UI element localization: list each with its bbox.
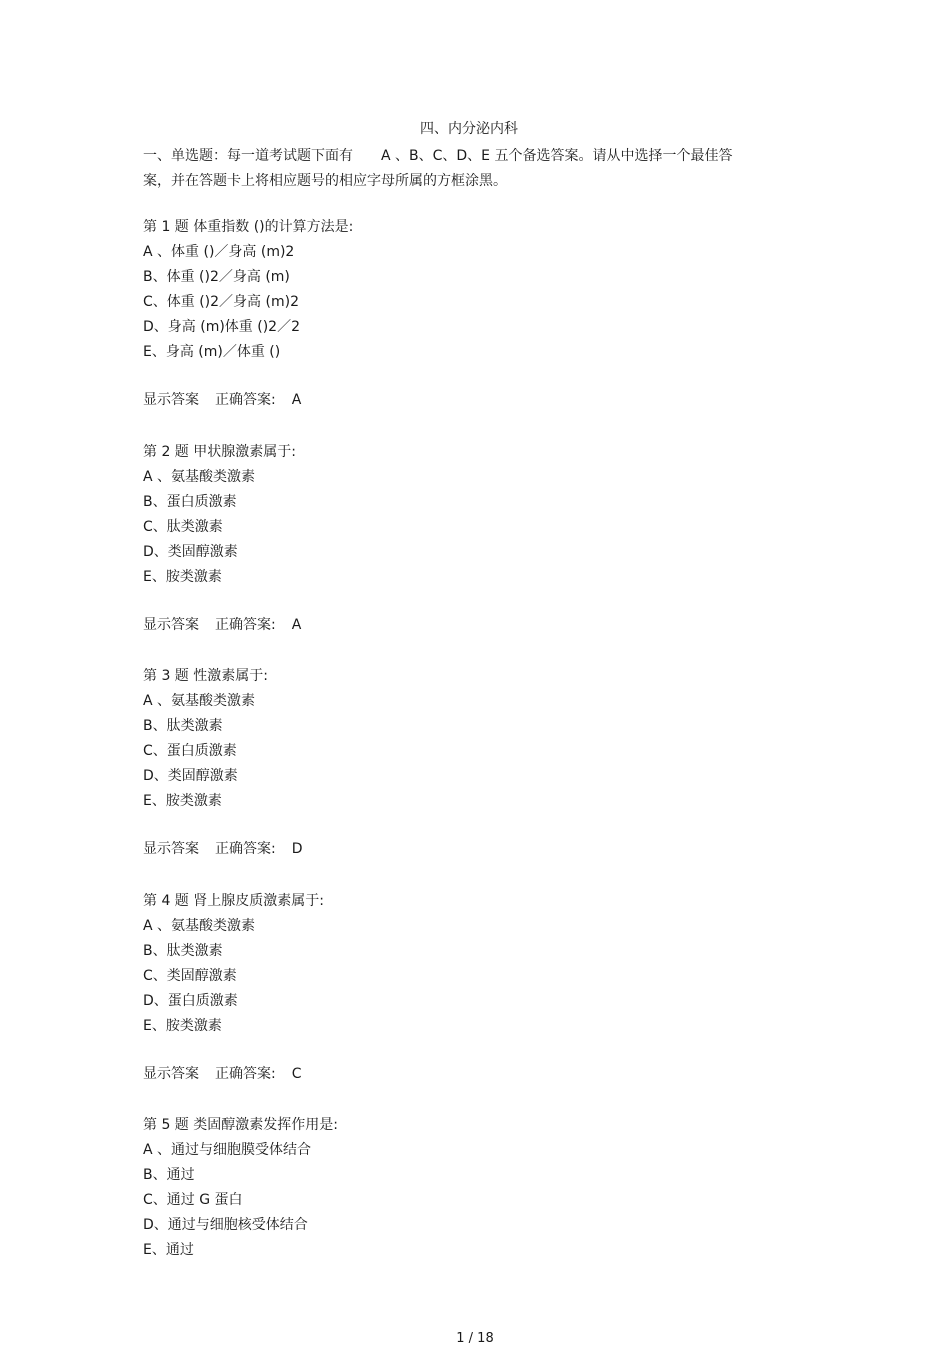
option-a: A 、氨基酸类激素 (143, 468, 256, 485)
answer-line (143, 837, 803, 862)
option-c: C、通过 G 蛋白 (143, 1192, 243, 1208)
answer-line (143, 613, 803, 638)
question-title: 第 3 题 性激素属于: (143, 668, 268, 684)
option-b: B、体重 ()2／身高 (m) (143, 269, 290, 285)
question-title: 第 1 题 体重指数 ()的计算方法是: (143, 219, 354, 235)
option-e: E、通过 (143, 1242, 194, 1258)
question-4 (143, 889, 803, 1114)
answer-value: C (291, 1065, 302, 1082)
instructions-part-2: A 、B、C、D、E 五个备选答案。请从中选择一个最佳答 (381, 148, 733, 164)
show-answer-link[interactable]: 显示答案 (143, 392, 199, 408)
option-b: B、蛋白质激素 (143, 493, 237, 510)
option-e: E、胺类激素 (143, 793, 222, 809)
option-a: A 、氨基酸类激素 (143, 693, 256, 709)
option-d: D、通过与细胞核受体结合 (143, 1217, 308, 1233)
answer-label: 正确答案: (215, 1065, 276, 1082)
show-answer-link[interactable]: 显示答案 (143, 616, 199, 633)
option-c: C、蛋白质激素 (143, 743, 237, 759)
answer-line (143, 1062, 803, 1087)
question-title: 第 4 题 肾上腺皮质激素属于: (143, 892, 324, 909)
option-d: D、蛋白质激素 (143, 992, 238, 1009)
option-a: A 、体重 ()／身高 (m)2 (143, 244, 295, 260)
option-c: C、肽类激素 (143, 518, 223, 535)
answer-value: A (291, 616, 302, 633)
page-title: 四、内分泌内科 (420, 121, 518, 137)
answer-label: 正确答案: (215, 392, 276, 408)
show-answer-link[interactable]: 显示答案 (143, 1065, 199, 1082)
instructions-part-1: 一、单选题：每一道考试题下面有 (143, 148, 353, 164)
option-b: B、肽类激素 (143, 942, 223, 959)
answer-line (143, 388, 803, 413)
question-1 (143, 215, 803, 440)
question-title: 第 5 题 类固醇激素发挥作用是: (143, 1117, 338, 1133)
option-d: D、身高 (m)体重 ()2／2 (143, 319, 300, 335)
option-d: D、类固醇激素 (143, 768, 238, 784)
option-b: B、通过 (143, 1167, 195, 1183)
option-d: D、类固醇激素 (143, 543, 238, 560)
answer-label: 正确答案: (215, 841, 276, 857)
option-c: C、体重 ()2／身高 (m)2 (143, 294, 299, 310)
instructions-part-3: 案，并在答题卡上将相应题号的相应字母所属的方框涂黑。 (143, 173, 507, 189)
option-e: E、身高 (m)／体重 () (143, 344, 281, 360)
answer-label: 正确答案: (215, 616, 276, 633)
question-title: 第 2 题 甲状腺激素属于: (143, 443, 296, 460)
option-e: E、胺类激素 (143, 568, 222, 585)
question-list (143, 215, 803, 1338)
show-answer-link[interactable]: 显示答案 (143, 841, 199, 857)
option-e: E、胺类激素 (143, 1017, 222, 1034)
page-number: 1 / 18 (456, 1331, 494, 1346)
question-3 (143, 664, 803, 889)
option-c: C、类固醇激素 (143, 967, 237, 984)
option-a: A 、氨基酸类激素 (143, 917, 256, 934)
answer-value: D (291, 841, 303, 857)
question-5 (143, 1113, 803, 1338)
question-2 (143, 440, 803, 665)
option-b: B、肽类激素 (143, 718, 223, 734)
answer-value: A (291, 392, 302, 408)
instructions (143, 144, 783, 194)
option-a: A 、通过与细胞膜受体结合 (143, 1142, 312, 1158)
